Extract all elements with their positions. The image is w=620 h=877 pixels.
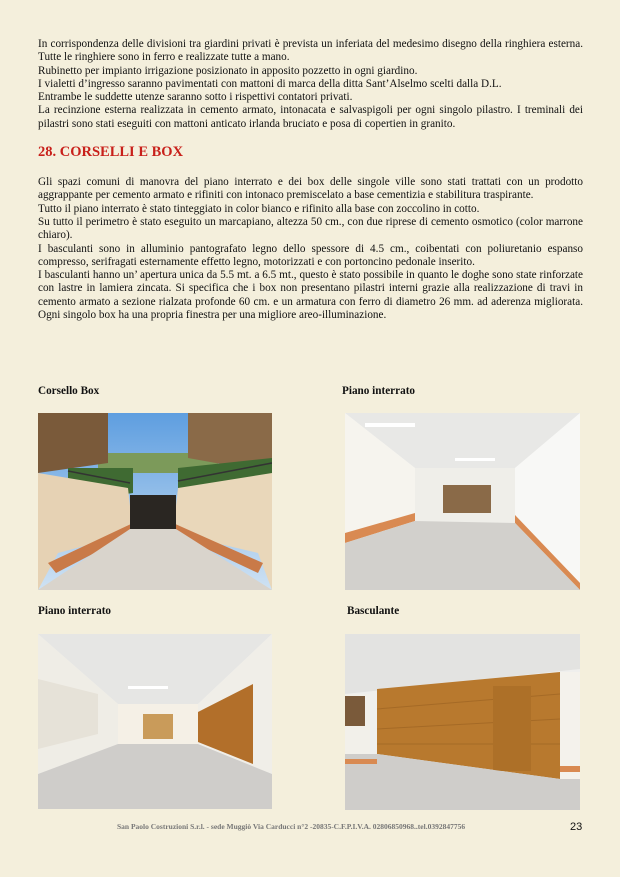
section-title: 28. CORSELLI E BOX bbox=[38, 144, 184, 161]
caption-corsello-box: Corsello Box bbox=[38, 385, 100, 397]
caption-piano-interrato: Piano interrato bbox=[342, 385, 416, 397]
photo-corsello-box bbox=[38, 413, 272, 590]
paragraph: La recinzione esterna realizzata in cemento armato, intonacata e salvaspigoli per ogni singolo pilastro. I treminali dei pilastri sono stati eseguiti con mattoni anticato irlanda bruciato e posa di copertien in granito. bbox=[38, 104, 583, 130]
footer bbox=[0, 822, 620, 836]
paragraph: I basculanti sono in alluminio pantografato legno dello spessore di 4.5 cm., coibentati con poliuretanio espanso compresso, serifragati esternamente effetto legno, motorizzati e con portoncino pedonale inserito. bbox=[38, 242, 583, 268]
caption-piano-interrato-2: Piano interrato bbox=[38, 605, 112, 617]
text-block bbox=[38, 38, 583, 322]
page-number: 23 bbox=[570, 821, 583, 833]
paragraph: Gli spazi comuni di manovra del piano interrato e dei box delle singole ville sono stati trattati con un prodotto aggrappante per cemento armato e rifiniti con intonaco premiscelato a base cementizia e stabilitura traspirante. bbox=[38, 176, 583, 202]
photo-basculante bbox=[345, 634, 580, 810]
paragraph: In corrispondenza delle divisioni tra giardini privati è prevista un inferiata del medesimo disegno della ringhiera esterna. Tutte le ringhiere sono in ferro e realizzate tutte a mano. bbox=[38, 38, 583, 64]
paragraph: I vialetti d’ingresso saranno pavimentati con mattoni di marca della ditta Sant’Alselmo scelti dalla D.L. bbox=[38, 77, 502, 90]
footer-text: San Paolo Costruzioni S.r.l. - sede Muggiò Via Carducci n°2 -20835-C.F.P.I.V.A. 02806850968..tel.0392847756 bbox=[117, 822, 466, 831]
paragraph: Tutto il piano interrato è stato tinteggiato in color bianco e rifinito alla base con zoccolino in cotto. bbox=[38, 202, 480, 215]
paragraph: Entrambe le suddette utenze saranno sotto i rispettivi contatori privati. bbox=[38, 91, 353, 104]
paragraph: Rubinetto per impianto irrigazione posizionato in apposito pozzetto in ogni giardino. bbox=[38, 64, 418, 77]
paragraph: I basculanti hanno un’ apertura unica da 5.5 mt. a 6.5 mt., questo è stato possibile in quanto le doghe sono state rinforzate con lastre in lamiera zincata. Si specifica che i box non presentano pilastri interni grazie alla realizzazione di travi in cemento armato a sezione rialzata profonde 60 cm. e un armatura con ferro di diametro 26 mm. ad aderenza migliorata. Ogni singolo box ha una propria finestra per una migliore areo-illuminazione. bbox=[38, 269, 583, 322]
photo-piano-interrato-2 bbox=[38, 634, 272, 809]
paragraph: Su tutto il perimetro è stato eseguito un marcapiano, altezza 50 cm., con due riprese di cemento osmotico (color marrone chiaro). bbox=[38, 215, 583, 242]
caption-basculante: Basculante bbox=[347, 605, 400, 617]
photo-piano-interrato-1 bbox=[345, 413, 580, 590]
